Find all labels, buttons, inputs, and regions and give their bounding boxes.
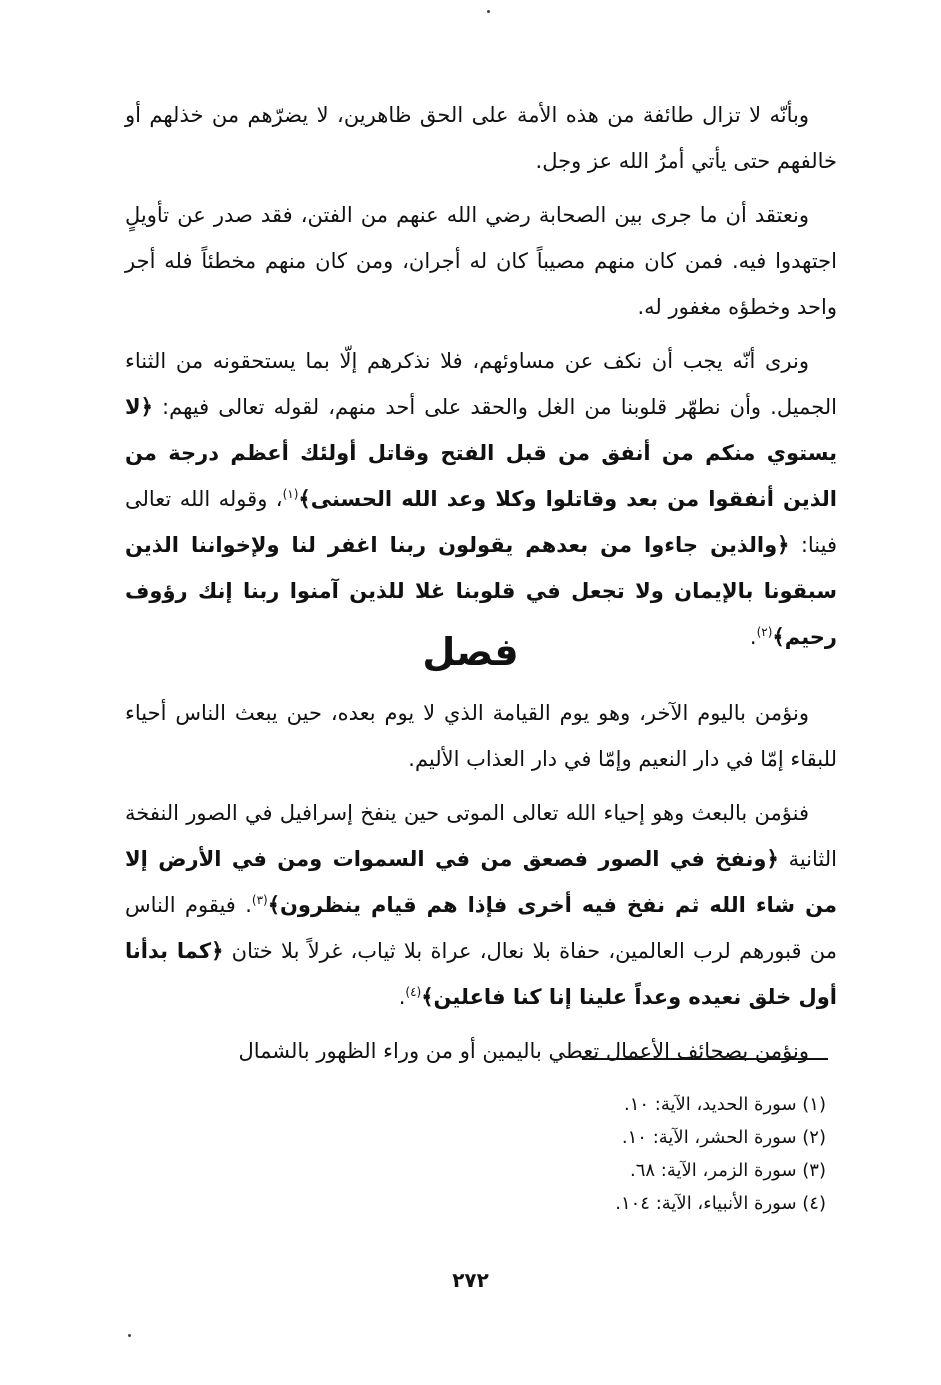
footnote-item: (٤) سورة الأنبياء، الآية: ١٠٤. bbox=[615, 1193, 826, 1214]
scan-speck bbox=[487, 10, 490, 13]
upper-text-block bbox=[125, 92, 837, 660]
paragraph-text: . فيقوم الناس من قبورهم لرب العالمين، حفاة بلا نعال، عراة بلا ثياب، غرلاً بلا ختان bbox=[125, 893, 837, 963]
scan-speck bbox=[128, 1334, 131, 1337]
paragraph-text: ، وقوله الله تعالى فينا: bbox=[125, 487, 837, 557]
paragraph-companions-disputes: ونعتقد أن ما جرى بين الصحابة رضي الله عنهم من الفتن، فقد صدر عن تأويلٍ اجتهدوا فيه. فمن كان منهم مصيباً كان له أجران، ومن كان منهم مخطئاً فله أجر واحد وخطؤه مغفور له. bbox=[125, 203, 837, 319]
footnote-ref: (٣) bbox=[251, 893, 268, 907]
footnote-item: (٢) سورة الحشر، الآية: ١٠. bbox=[621, 1127, 826, 1148]
footnote-ref: (١) bbox=[282, 487, 299, 501]
footnotes bbox=[426, 1088, 826, 1220]
footnote-item: (٣) سورة الزمر، الآية: ٦٨. bbox=[630, 1160, 826, 1181]
quran-verse: ﴿لا يستوي منكم من أنفق من قبل الفتح وقاتل أولئك أعظم درجة من الذين أنفقوا من بعد وقاتلوا وكلا وعد الله الحسنى﴾ bbox=[125, 395, 837, 511]
paragraph-text: . bbox=[398, 985, 406, 1009]
paragraph-resurrection bbox=[125, 790, 837, 1020]
lower-text-block bbox=[125, 690, 837, 1074]
paragraph-text: فنؤمن بالبعث وهو إحياء الله تعالى الموتى حين ينفخ إسرافيل في الصور النفخة الثانية bbox=[125, 801, 837, 871]
paragraph-text: ونرى أنّه يجب أن نكف عن مساوئهم، فلا نذكرهم إلّا بما يستحقونه من الثناء الجميل. وأن نطهّر قلوبنا من الغل والحقد على أحد منهم، لقوله تعالى فيهم: bbox=[125, 349, 837, 419]
quran-verse: ﴿ونفخ في الصور فصعق من في السموات ومن في الأرض إلا من شاء الله ثم نفخ فيه أخرى فإذا هم قيام ينظرون﴾ bbox=[125, 847, 837, 917]
paragraph-records-of-deeds: ونؤمن بصحائف الأعمال تعطي باليمين أو من وراء الظهور بالشمال bbox=[238, 1039, 809, 1063]
quran-verse: ﴿كما بدأنا أول خلق نعيده وعداً علينا إنا كنا فاعلين﴾ bbox=[125, 939, 837, 1009]
footnote-ref: (٢) bbox=[756, 625, 773, 639]
section-heading: فصل bbox=[422, 630, 519, 674]
paragraph-sect-remains: وبأنّه لا تزال طائفة من هذه الأمة على الحق ظاهرين، لا يضرّهم من خذلهم أو خالفهم حتى يأتي أمرُ الله عز وجل. bbox=[125, 103, 837, 173]
footnote-divider bbox=[582, 1058, 828, 1060]
paragraph-text: . bbox=[749, 625, 757, 649]
page-number: ٢٧٢ bbox=[452, 1268, 489, 1292]
paragraph-refrain-from-faults bbox=[125, 338, 837, 660]
paragraph-last-day: ونؤمن باليوم الآخر، وهو يوم القيامة الذي لا يوم بعده، حين يبعث الناس أحياء للبقاء إمّا في دار النعيم وإمّا في دار العذاب الأليم. bbox=[125, 701, 837, 771]
footnote-ref: (٤) bbox=[405, 985, 422, 999]
footnote-item: (١) سورة الحديد، الآية: ١٠. bbox=[623, 1094, 826, 1115]
quran-verse: ﴿والذين جاءوا من بعدهم يقولون ربنا اغفر لنا ولإخواننا الذين سبقونا بالإيمان ولا تجعل في قلوبنا غلا للذين آمنوا ربنا إنك رؤوف رحيم﴾ bbox=[125, 533, 837, 649]
